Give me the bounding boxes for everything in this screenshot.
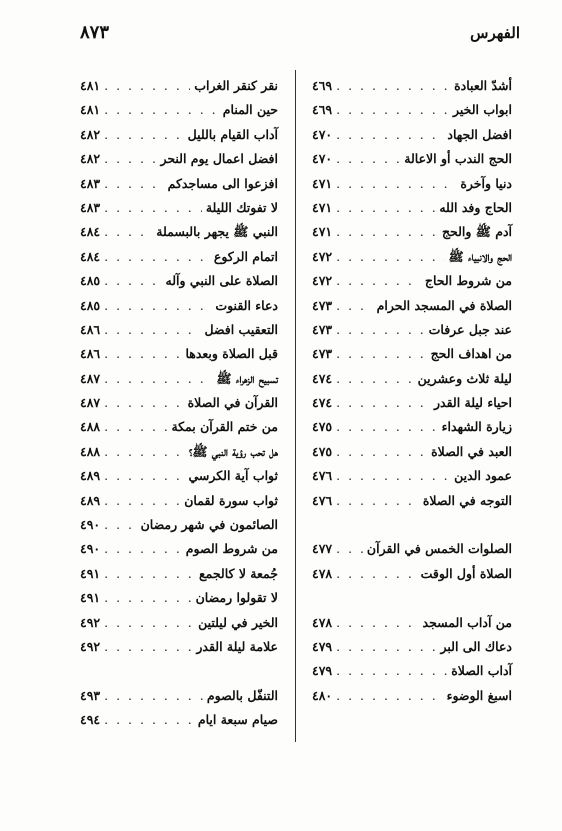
index-entry (80, 196, 278, 220)
entry-page-number: ٤٨٨ (80, 443, 101, 459)
entry-title: ابواب الخير (452, 102, 512, 118)
entry-title: آدم ﷺ والحج (441, 224, 512, 240)
entry-title: الصلاة أول الوقت (420, 565, 512, 581)
entry-title: افضل الجهاد (447, 126, 512, 142)
entry-page-number: ٤٧٢ (312, 248, 333, 264)
dot-leader (104, 464, 184, 488)
index-entry (80, 147, 278, 171)
dot-leader (104, 123, 183, 147)
dot-leader (336, 659, 447, 683)
entry-page-number: ٤٧٣ (312, 297, 333, 313)
entry-page-number: ٤٧٦ (312, 492, 333, 508)
dot-leader (104, 367, 212, 391)
dot-leader (336, 98, 449, 122)
dot-leader (104, 342, 181, 366)
entry-title: من آداب المسجد (422, 614, 512, 630)
entry-page-number: ٤٧٠ (312, 126, 333, 142)
dot-leader (104, 562, 195, 586)
index-entry (80, 269, 278, 293)
entry-page-number: ٤٧٢ (312, 273, 333, 289)
index-entry (80, 220, 278, 244)
entry-title: اتمام الركوع (213, 248, 278, 264)
index-entry (80, 318, 278, 342)
index-entry (80, 684, 278, 708)
dot-leader (104, 74, 190, 98)
index-column-left (80, 74, 278, 733)
entry-title: حين المنام (222, 102, 278, 118)
entry-page-number: ٤٨٧ (80, 395, 101, 411)
entry-title: آداب الصلاة (451, 663, 512, 679)
header-title: الفهرس (470, 24, 520, 42)
entry-title: الصلوات الخمس في القرآن (366, 541, 512, 557)
entry-page-number: ٤٨١ (80, 102, 101, 118)
index-entry (80, 537, 278, 561)
entry-page-number: ٤٨٦ (80, 321, 101, 337)
entry-page-number: ٤٧٨ (312, 565, 333, 581)
index-entry (312, 489, 512, 513)
entry-page-number: ٤٨٩ (80, 492, 101, 508)
dot-leader (336, 367, 413, 391)
entry-title: هل تحب رؤية النبي ﷺ؟ (188, 443, 278, 459)
dot-leader (336, 537, 363, 561)
entry-page-number: ٤٨٠ (312, 687, 333, 703)
entry-title: الحج الندب أو الاعالة (404, 151, 512, 167)
entry-page-number: ٤٨٤ (80, 224, 101, 240)
index-entry (312, 684, 512, 708)
entry-title: عند جبل عرفات (428, 321, 512, 337)
index-entry (80, 562, 278, 586)
index-spacer (312, 586, 512, 610)
entry-page-number: ٤٧٠ (312, 151, 333, 167)
index-entry (80, 74, 278, 98)
dot-leader (336, 611, 418, 635)
index-entry (312, 98, 512, 122)
entry-page-number: ٤٧٣ (312, 346, 333, 362)
entry-title: افضل اعمال يوم النحر (160, 151, 278, 167)
entry-page-number: ٤٨٥ (80, 297, 101, 313)
entry-page-number: ٤٧٥ (312, 419, 333, 435)
dot-leader (104, 489, 180, 513)
index-entry (80, 415, 278, 439)
dot-leader (104, 172, 163, 196)
index-entry (312, 391, 512, 415)
entry-title: التعقيب افضل (204, 321, 278, 337)
entry-title: زيارة الشهداء (441, 419, 512, 435)
dot-leader (104, 635, 192, 659)
entry-page-number: ٤٨٨ (80, 419, 101, 435)
index-entry (312, 367, 512, 391)
dot-leader (336, 220, 438, 244)
entry-title: من شروط الصوم (185, 541, 278, 557)
index-entry (312, 440, 512, 464)
page-header (80, 24, 520, 48)
entry-title: تسبيح الزهراء ﷺ (216, 370, 278, 386)
index-entry (80, 586, 278, 610)
index-entry (80, 635, 278, 659)
index-entry (80, 513, 278, 537)
dot-leader (104, 196, 202, 220)
entry-title: الخير في ليلتين (198, 614, 278, 630)
index-entry (312, 318, 512, 342)
entry-title: الحاج وفد الله (439, 199, 512, 215)
entry-page-number: ٤٧٦ (312, 468, 333, 484)
dot-leader (104, 318, 200, 342)
entry-title: دعاك الى البر (440, 638, 512, 654)
entry-title: علامة ليلة القدر (196, 638, 278, 654)
dot-leader (104, 415, 167, 439)
entry-title: عمود الدين (454, 468, 512, 484)
index-entry (80, 367, 278, 391)
entry-title: الصلاة على النبي وآله (165, 273, 278, 289)
entry-page-number: ٤٧١ (312, 199, 333, 215)
index-entry (312, 611, 512, 635)
entry-title: التنفّل بالصوم (206, 687, 278, 703)
index-entry (80, 342, 278, 366)
entry-title: الحج والانبياء ﷺ (448, 248, 512, 264)
entry-page-number: ٤٧٥ (312, 443, 333, 459)
entry-title: القرآن في الصلاة (187, 395, 278, 411)
entry-title: من ختم القرآن بمكة (171, 419, 278, 435)
entry-page-number: ٤٦٩ (312, 102, 333, 118)
entry-page-number: ٤٩٤ (80, 712, 101, 728)
dot-leader (104, 294, 211, 318)
index-entry (312, 220, 512, 244)
entry-title: ثواب آية الكرسي (188, 468, 278, 484)
index-column-right (312, 74, 512, 708)
entry-title: دعاء القنوت (215, 297, 278, 313)
index-entry (312, 562, 512, 586)
entry-page-number: ٤٨٢ (80, 151, 101, 167)
entry-page-number: ٤٧١ (312, 224, 333, 240)
entry-page-number: ٤٩٠ (80, 517, 101, 533)
dot-leader (104, 586, 191, 610)
entry-title: من شروط الحاج (424, 273, 512, 289)
entry-page-number: ٤٧٩ (312, 638, 333, 654)
entry-title: قبل الصلاة وبعدها (185, 346, 278, 362)
dot-leader (336, 245, 444, 269)
dot-leader (336, 635, 436, 659)
index-entry (80, 294, 278, 318)
entry-title: أشدّ العبادة (454, 78, 512, 93)
entry-page-number: ٤٧٣ (312, 321, 333, 337)
dot-leader (336, 440, 427, 464)
index-entry (80, 464, 278, 488)
entry-page-number: ٤٨٢ (80, 126, 101, 142)
index-entry (312, 196, 512, 220)
index-entry (312, 269, 512, 293)
entry-title: نقر كنقر الغراب (194, 78, 278, 93)
entry-page-number: ٤٨٦ (80, 346, 101, 362)
entry-title: الصلاة في المسجد الحرام (376, 297, 512, 313)
dot-leader (336, 684, 442, 708)
dot-leader (104, 513, 136, 537)
entry-page-number: ٤٨٣ (80, 175, 101, 191)
index-entry (312, 659, 512, 683)
entry-page-number: ٤٨٧ (80, 370, 101, 386)
index-entry (312, 74, 512, 98)
entry-page-number: ٤٨٩ (80, 468, 101, 484)
index-entry (312, 172, 512, 196)
dot-leader (336, 196, 435, 220)
entry-page-number: ٤٩٢ (80, 638, 101, 654)
index-entry (312, 537, 512, 561)
entry-page-number: ٤٩٢ (80, 614, 101, 630)
entry-title: ليلة ثلاث وعشرين (417, 370, 512, 386)
index-entry (312, 147, 512, 171)
dot-leader (336, 74, 450, 98)
dot-leader (336, 342, 426, 366)
dot-leader (104, 220, 152, 244)
entry-page-number: ٤٩١ (80, 565, 101, 581)
column-divider (295, 70, 296, 742)
index-spacer (80, 659, 278, 683)
entry-title: العبد في الصلاة (431, 443, 512, 459)
index-entry (80, 172, 278, 196)
entry-page-number: ٤٨٤ (80, 248, 101, 264)
entry-title: من اهداف الحج (430, 346, 512, 362)
entry-page-number: ٤٨٣ (80, 199, 101, 215)
dot-leader (336, 562, 416, 586)
entry-title: دنيا وآخرة (460, 175, 512, 191)
index-entry (312, 245, 512, 269)
dot-leader (104, 245, 210, 269)
entry-title: آداب القيام بالليل (187, 126, 278, 142)
index-entry (312, 294, 512, 318)
dot-leader (336, 147, 400, 171)
dot-leader (336, 415, 437, 439)
index-entry (312, 342, 512, 366)
index-entry (80, 489, 278, 513)
entry-page-number: ٤٦٩ (312, 78, 333, 93)
index-entry (312, 635, 512, 659)
index-entry (80, 123, 278, 147)
dot-leader (104, 611, 194, 635)
dot-leader (336, 172, 456, 196)
dot-leader (104, 537, 182, 561)
entry-page-number: ٤٧٧ (312, 541, 333, 557)
entry-title: لا تقولوا رمضان (195, 590, 278, 606)
dot-leader (104, 391, 183, 415)
entry-title: ثواب سورة لقمان (184, 492, 278, 508)
entry-page-number: ٤٧١ (312, 175, 333, 191)
index-entry (80, 611, 278, 635)
index-entry (80, 440, 278, 464)
index-entry (312, 464, 512, 488)
dot-leader (104, 440, 185, 464)
entry-title: صيام سبعة ايام (197, 712, 278, 728)
dot-leader (336, 269, 421, 293)
entry-page-number: ٤٩١ (80, 590, 101, 606)
entry-title: التوجه في الصلاة (422, 492, 512, 508)
index-entry (80, 98, 278, 122)
dot-leader (336, 489, 419, 513)
entry-title: الصائمون في شهر رمضان (140, 517, 278, 533)
entry-page-number: ٤٧٤ (312, 395, 333, 411)
entry-title: جُمعة لا كالجمع (198, 565, 278, 581)
entry-title: النبي ﷺ يجهر بالبسملة (156, 224, 278, 240)
index-entry (312, 415, 512, 439)
entry-page-number: ٤٧٩ (312, 663, 333, 679)
index-entry (312, 123, 512, 147)
dot-leader (336, 294, 373, 318)
dot-leader (104, 269, 161, 293)
index-entry (80, 245, 278, 269)
entry-page-number: ٤٨١ (80, 78, 101, 93)
page-number: ٨٧٣ (80, 22, 110, 43)
dot-leader (336, 464, 450, 488)
dot-leader (336, 123, 443, 147)
entry-page-number: ٤٧٤ (312, 370, 333, 386)
dot-leader (104, 98, 219, 122)
entry-title: اسبغ الوضوء (446, 687, 512, 703)
entry-page-number: ٤٩٠ (80, 541, 101, 557)
dot-leader (104, 708, 194, 732)
entry-page-number: ٤٧٨ (312, 614, 333, 630)
index-spacer (312, 513, 512, 537)
index-entry (80, 391, 278, 415)
entry-title: احياء ليلة القدر (434, 395, 512, 411)
entry-page-number: ٤٨٥ (80, 273, 101, 289)
entry-page-number: ٤٩٣ (80, 687, 101, 703)
dot-leader (336, 318, 424, 342)
index-entry (80, 708, 278, 732)
entry-title: لا تفوتك الليلة (205, 199, 278, 215)
dot-leader (104, 147, 156, 171)
dot-leader (336, 391, 430, 415)
dot-leader (104, 684, 203, 708)
entry-title: افزعوا الى مساجدكم (167, 175, 278, 191)
